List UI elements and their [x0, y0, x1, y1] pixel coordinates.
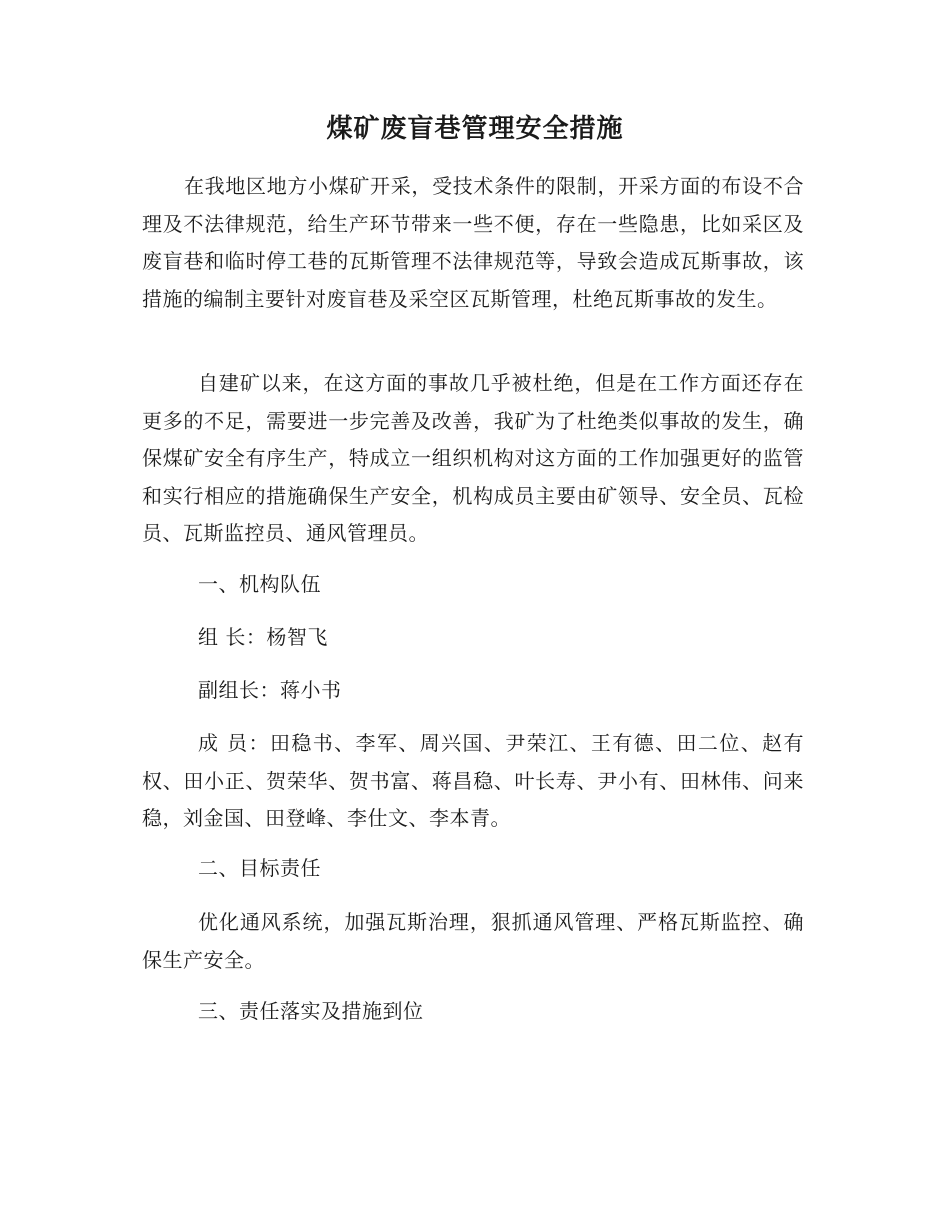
members-paragraph: 成 员：田稳书、李军、周兴国、尹荣江、王有德、田二位、赵有权、田小正、贺荣华、贺书富、蒋昌稳、叶长寿、尹小有、田林伟、问来稳，刘金国、田登峰、李仕文、李本青。 — [142, 731, 804, 830]
section-3-heading: 三、责任落实及措施到位 — [198, 999, 424, 1023]
group-leader-line: 组 长：杨智飞 — [198, 625, 328, 649]
background-paragraph: 自建矿以来，在这方面的事故几乎被杜绝，但是在工作方面还存在更多的不足，需要进一步完善及改善，我矿为了杜绝类似事故的发生，确保煤矿安全有序生产，特成立一组织机构对这方面的工作加强更好的监管和实行相应的措施确保生产安全，机构成员主要由矿领导、安全员、瓦检员、瓦斯监控员、通风管理员。 — [142, 371, 804, 545]
deputy-leader-line: 副组长：蒋小书 — [198, 678, 342, 702]
document-title: 煤矿废盲巷管理安全措施 — [326, 114, 624, 144]
section-2-content: 优化通风系统，加强瓦斯治理，狠抓通风管理、严格瓦斯监控、确保生产安全。 — [142, 910, 804, 972]
section-1-heading: 一、机构队伍 — [198, 572, 321, 596]
section-2-heading: 二、目标责任 — [198, 856, 321, 880]
intro-paragraph: 在我地区地方小煤矿开采，受技术条件的限制，开采方面的布设不合理及不法律规范，给生产环节带来一些不便，存在一些隐患，比如采区及废盲巷和临时停工巷的瓦斯管理不法律规范等，导致会造成瓦斯事故，该措施的编制主要针对废盲巷及采空区瓦斯管理，杜绝瓦斯事故的发生。 — [142, 174, 804, 311]
